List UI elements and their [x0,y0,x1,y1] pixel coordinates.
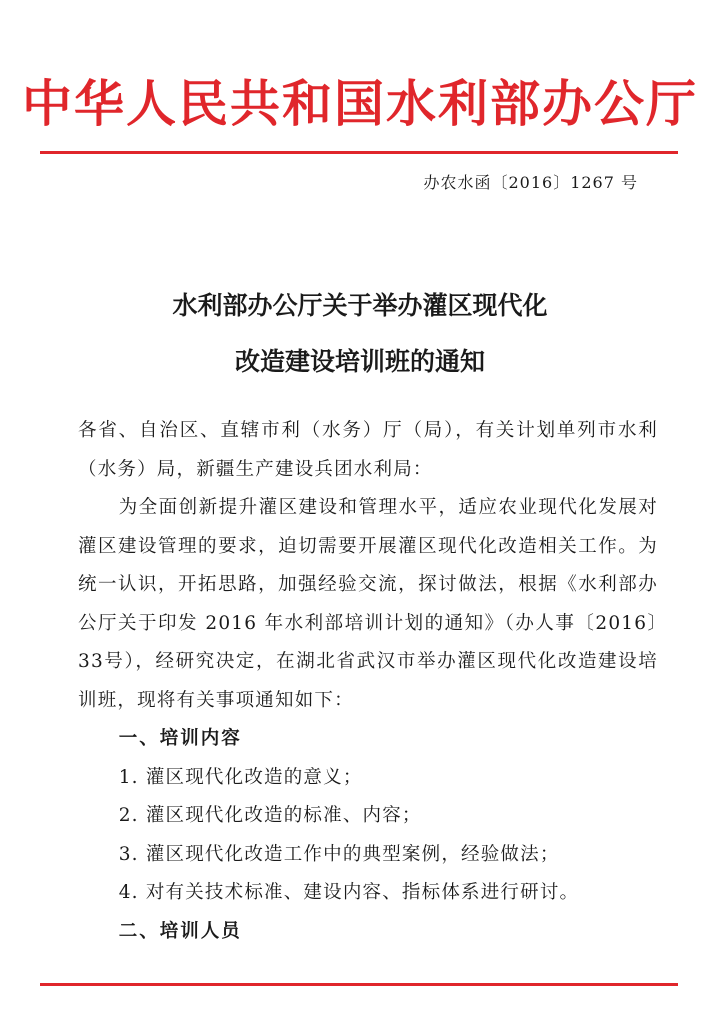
header-red-rule [40,151,678,154]
notice-title-line-2: 改造建设培训班的通知 [234,347,485,376]
notice-title-line-1: 水利部办公厅关于举办灌区现代化 [172,291,548,320]
notice-body [78,412,658,951]
section-heading-training-personnel: 二、培训人员 [118,920,242,942]
footer-red-rule [40,983,678,986]
list-item: 1. 灌区现代化改造的意义； [118,766,363,788]
issuing-authority-header: 中华人民共和国水利部办公厅 [22,75,698,133]
intro-paragraph: 为全面创新提升灌区建设和管理水平，适应农业现代化发展对灌区建设管理的要求，迫切需要开展灌区现代化改造相关工作。为统一认识，开拓思路，加强经验交流，探讨做法，根据《水利部办公厅关于印发 2016 年水利部培训计划的通知》（办人事〔2016〕33号），经研究决定，在湖北省武汉市举办灌区现代化改造建设培训班，现将有关事项通知如下： [78,497,658,711]
recipients-paragraph: 各省、自治区、直辖市利（水务）厅（局），有关计划单列市水利（水务）局，新疆生产建设兵团水利局： [78,420,658,480]
section-heading-training-content: 一、培训内容 [118,728,242,749]
list-item: 2. 灌区现代化改造的标准、内容； [118,805,422,826]
list-item: 3. 灌区现代化改造工作中的典型案例，经验做法； [118,843,560,865]
list-item: 4. 对有关技术标准、建设内容、指标体系进行研讨。 [118,882,580,903]
document-number: 办农水函〔2016〕1267 号 [423,173,638,192]
